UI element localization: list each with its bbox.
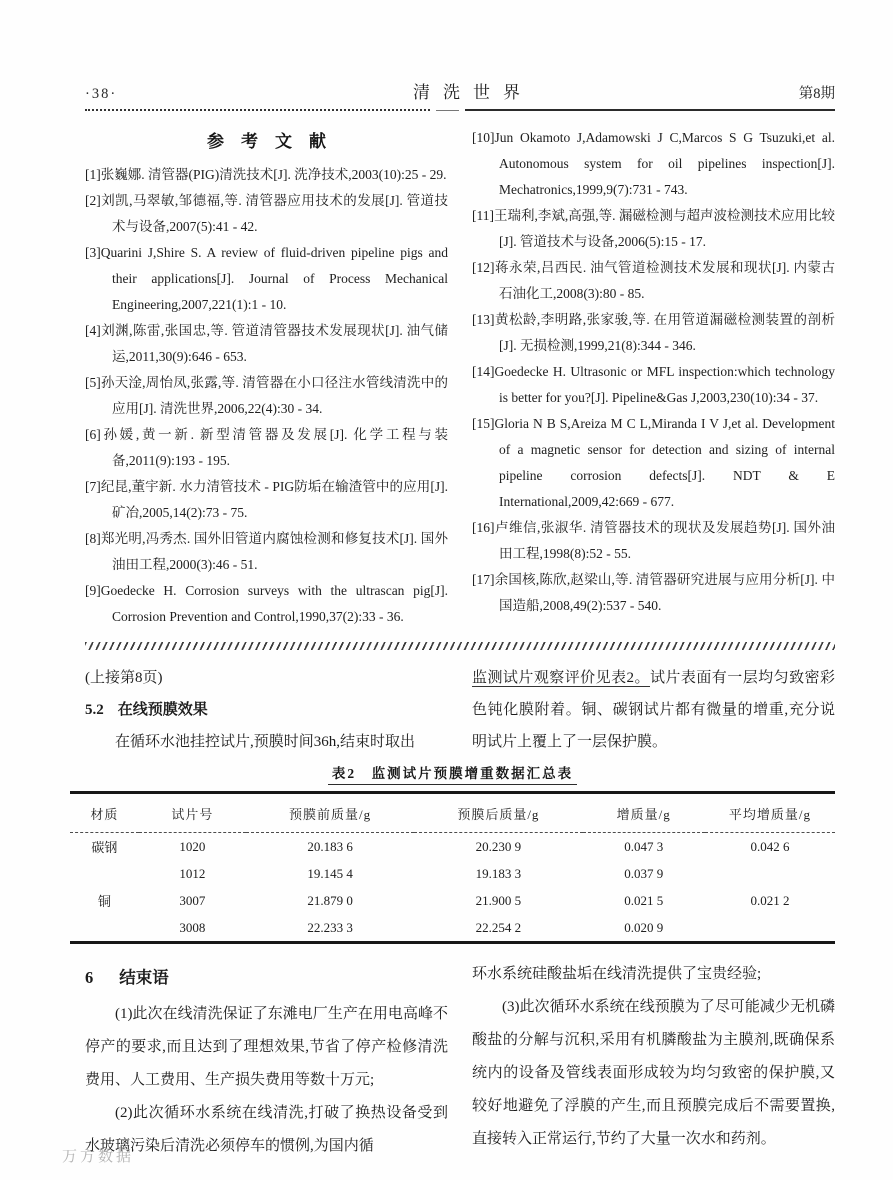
cell-mass-before: 19.145 4: [307, 865, 353, 881]
cell-mass-before: 21.879 0: [307, 892, 353, 908]
table-2-block: [70, 762, 835, 944]
col-mass-gain: 增质量/g: [583, 793, 705, 833]
reference-item: [11]王瑞利,李斌,高强,等. 漏磁检测与超声波检测技术应用比较[J]. 管道技术与设备,2006(5):15 - 17.: [472, 208, 835, 249]
section-5-2-left-column: [85, 662, 448, 758]
page-header: [85, 78, 835, 102]
reference-item: [17]余国核,陈欣,赵梁山,等. 清管器研究进展与应用分析[J]. 中国造船,2008,49(2):537 - 540.: [472, 572, 835, 613]
header-rule-dotted: [85, 109, 430, 111]
cell-mass-gain: 0.037 9: [624, 865, 664, 881]
col-mass-before: 预膜前质量/g: [246, 793, 414, 833]
section-5-2: [85, 662, 835, 758]
reference-item: [1]张巍娜. 清管器(PIG)清洗技术[J]. 洗净技术,2003(10):25 - 29.: [85, 167, 447, 182]
section-6-number: 6: [85, 968, 94, 987]
cell-mass-gain: 0.020 9: [624, 919, 664, 935]
reference-item: [4]刘渊,陈雷,张国忠,等. 管道清管器技术发展现状[J]. 油气储运,2011,30(9):646 - 653.: [85, 323, 448, 364]
table-2-caption: 表2 监测试片预膜增重数据汇总表: [70, 762, 835, 785]
reference-item: [9]Goedecke H. Corrosion surveys with the ultrascan pig[J]. Corrosion Prevention and Control,1990,37(2):33 - 36.: [85, 583, 448, 624]
cell-mass-before: 20.183 6: [307, 838, 353, 854]
conclusion-point-2-continuation: 环水系统硅酸盐垢在线清洗提供了宝贵经验;: [472, 966, 762, 982]
cell-material: 碳钢: [91, 840, 118, 855]
cell-coupon-no: 1020: [179, 838, 206, 854]
cell-mass-after: 19.183 3: [475, 865, 522, 881]
conclusion-point-2: (2)此次循环水系统在线清洗,打破了换热设备受到水玻璃污染后清洗必须停车的惯例,为国内循: [85, 1105, 448, 1154]
cell-mass-gain: 0.021 5: [624, 892, 664, 908]
section-5-2-right-column: [472, 662, 835, 758]
cell-avg-mass-gain: [705, 914, 835, 943]
wanfang-watermark: 万方数据: [62, 1149, 135, 1165]
reference-item: [12]蒋永荣,吕西民. 油气管道检测技术发展和现状[J]. 内蒙古石油化工,2008(3):80 - 85.: [472, 260, 835, 301]
reference-item: [8]郑光明,冯秀杰. 国外旧管道内腐蚀检测和修复技术[J]. 国外油田工程,2000(3):46 - 51.: [85, 531, 448, 572]
col-mass-after: 预膜后质量/g: [414, 793, 582, 833]
reference-item: [13]黄松龄,李明路,张家骏,等. 在用管道漏磁检测装置的剖析[J]. 无损检测,1999,21(8):344 - 346.: [472, 312, 835, 353]
page-number: ·38·: [85, 86, 118, 102]
table-row: [70, 833, 835, 861]
section-6-title: 结束语: [119, 968, 169, 987]
section-5-2-heading: [85, 694, 448, 726]
cell-mass-gain: 0.047 3: [624, 838, 664, 854]
cell-avg-mass-gain: 0.042 6: [750, 838, 790, 854]
reference-item: [5]孙天淦,周怡凤,张露,等. 清管器在小口径注水管线清洗中的应用[J]. 清洗世界,2006,22(4):30 - 34.: [85, 375, 448, 416]
cell-mass-after: 21.900 5: [475, 892, 522, 908]
section-5-2-continuation: [472, 662, 835, 758]
header-rule: [85, 109, 835, 111]
cell-avg-mass-gain: [705, 860, 835, 887]
section-5-2-title: 在线预膜效果: [117, 702, 208, 718]
section-separator: [85, 642, 835, 650]
cell-mass-after: 20.230 9: [475, 838, 522, 854]
reference-item: [7]纪昆,董宇新. 水力清管技术 - PIG防垢在输渣管中的应用[J]. 矿冶,2005,14(2):73 - 75.: [85, 479, 448, 520]
header-rule-gap: [436, 110, 459, 111]
cell-material: 铜: [97, 894, 111, 909]
coupon-weight-table: [70, 791, 835, 944]
table-header-row: [70, 793, 835, 833]
references-right-column: [472, 125, 835, 630]
conclusion-point-1: (1)此次在线清洗保证了东滩电厂生产在用电高峰不停产的要求,而且达到了理想效果,节省了停产检修清洗费用、人工费用、生产损失费用等数十万元;: [85, 1006, 448, 1088]
section-5-2-number: 5.2: [85, 702, 104, 718]
reference-item: [10]Jun Okamoto J,Adamowski J C,Marcos S G Tsuzuki,et al. Autonomous system for oil pipelines inspection[J]. Mechatronics,1999,9(7):731 - 743.: [472, 130, 835, 197]
reference-item: [3]Quarini J,Shire S. A review of fluid-driven pipeline pigs and their applications[J]. Journal of Process Mechanical Engineering,2007,221(1):1 - 10.: [85, 245, 448, 312]
section-5-2-paragraph: 在循环水池挂控试片,预膜时间36h,结束时取出: [115, 734, 416, 750]
references-section: [85, 125, 835, 630]
reference-item: [15]Gloria N B S,Areiza M C L,Miranda I V J,et al. Development of a magnetic sensor for detection and sizing of internal pipeline corrosion defects[J]. NDT & E International,2009,42:669 - 677.: [472, 416, 835, 509]
reference-item: [16]卢维信,张淑华. 清管器技术的现状及发展趋势[J]. 国外油田工程,1998(8):52 - 55.: [472, 520, 835, 561]
reference-item: [6]孙媛,黄一新. 新型清管器及发展[J]. 化学工程与装备,2011(9):193 - 195.: [85, 427, 448, 468]
cell-mass-after: 22.254 2: [475, 919, 522, 935]
section-6-heading: [85, 958, 448, 998]
section-6-left-column: [85, 958, 448, 1163]
cell-coupon-no: 3008: [179, 919, 206, 935]
issue-label: 第8期: [798, 86, 835, 102]
cell-avg-mass-gain: 0.021 2: [750, 892, 790, 908]
cell-material: [70, 860, 139, 887]
conclusion-point-3: (3)此次循环水系统在线预膜为了尽可能减少无机磷酸盐的分解与沉积,采用有机膦酸盐为主膜剂,既确保系统内的设备及管线表面形成较为均匀致密的保护膜,又较好地避免了浮膜的产生,而且预膜完成后不需要置换,直接转入正常运行,节约了大量一次水和药剂。: [472, 999, 835, 1147]
section-5-2-continuation-rest: 试片表面有一层均匀致密彩色钝化膜附着。铜、碳钢试片都有微量的增重,充分说明试片上覆上了一层保护膜。: [472, 670, 835, 750]
section-6: [85, 958, 835, 1163]
references-left-column: [85, 125, 448, 630]
col-coupon-no: 试片号: [139, 793, 246, 833]
reference-item: [2]刘凯,马翠敏,邹德福,等. 清管器应用技术的发展[J]. 管道技术与设备,2007(5):41 - 42.: [85, 193, 448, 234]
reference-item: [14]Goedecke H. Ultrasonic or MFL inspection:which technology is better for you?[J]. Pipeline&Gas J,2003,230(10):34 - 37.: [472, 364, 835, 405]
col-material: 材质: [70, 793, 139, 833]
journal-title: 清洗世界: [412, 83, 533, 102]
table-row: [70, 887, 835, 914]
cell-mass-before: 22.233 3: [307, 919, 353, 935]
table-reference-phrase: 监测试片观察评价见表2。: [472, 670, 650, 686]
cell-material: [70, 914, 139, 943]
col-avg-mass-gain: 平均增质量/g: [705, 793, 835, 833]
cell-coupon-no: 1012: [179, 865, 206, 881]
table-row: [70, 914, 835, 943]
header-rule-solid: [465, 109, 836, 111]
cell-coupon-no: 3007: [179, 892, 206, 908]
references-title: 参考文献: [207, 132, 343, 151]
table-row: [70, 860, 835, 887]
continued-from-note: (上接第8页): [85, 670, 163, 686]
section-6-right-column: [472, 958, 835, 1163]
